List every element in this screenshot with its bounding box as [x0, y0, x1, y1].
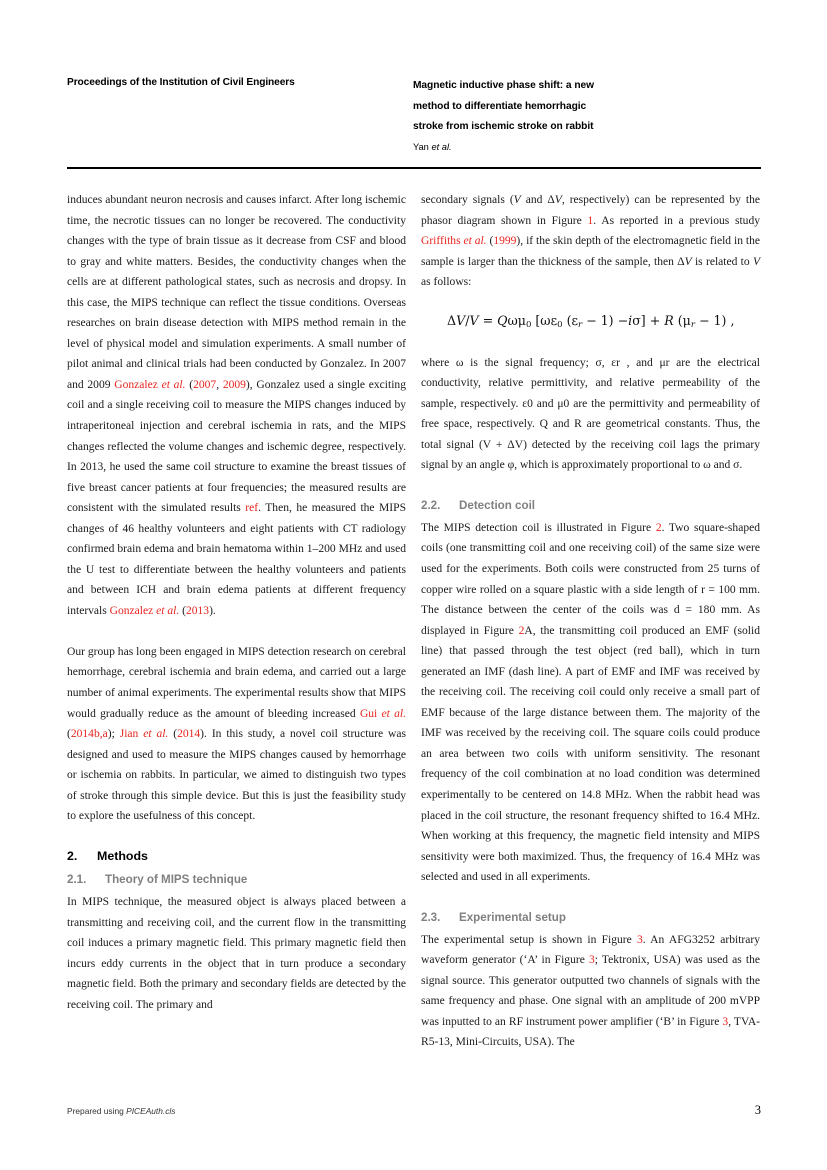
subsection-title: Experimental setup — [459, 910, 566, 924]
text-run: ) — [200, 728, 205, 741]
citation-griffiths-1999 — [421, 235, 487, 247]
text-run: The MIPS detection coil is illustrated in Figure — [421, 521, 656, 534]
citation-year-2007: 2007 — [193, 378, 217, 391]
figure-reference-2a[interactable]: 2 — [655, 521, 662, 534]
article-title-line-1: Magnetic inductive phase shift: a new — [413, 80, 594, 91]
text-run: . In this study, a novel coil structure was designed and used to measure the MIPS changes caused by hemorrhage or ischemia on rabbits. In particular, we aimed to distinguish two types of stroke through this simple device. But this is just the feasibility study to explore the usefulness of this concept. — [67, 728, 406, 823]
citation-year-2014ba: 2014b,a — [70, 728, 108, 741]
right-column — [421, 190, 760, 1053]
footer-prepared-note — [67, 1106, 175, 1116]
subsection-title: Theory of MIPS technique — [105, 873, 248, 887]
subsection-heading-detection-coil — [421, 496, 760, 515]
subsection-heading-experimental-setup — [421, 908, 760, 927]
figure-reference-3b[interactable]: 3 — [588, 954, 595, 967]
citation-etal: et al. — [143, 728, 169, 741]
citation-author: Gonzalez — [114, 378, 162, 391]
text-run: . Two square-shaped coils (one transmitting coil and one receiving coil) of the same size were used for the experiments. Both coils were constructed from 25 turns of copper wire rolled on a square plastic with a side length of r = 100 mm. The distance between the center of the coils was d = 180 mm. As displayed in Figure — [421, 521, 760, 637]
citation-year-2014: 2014 — [177, 728, 201, 741]
citation-author: Jian — [119, 728, 144, 741]
text-run: ( — [67, 728, 71, 741]
subsection-number: 2.1. — [67, 873, 87, 887]
citation-author: Gui — [359, 707, 382, 720]
text-run: Our group has long been engaged in MIPS detection research on cerebral hemorrhage, cerebral ischemia and brain edema, and carried out a large number of animal experiments. The experimental results show that MIPS would gradually reduce as the amount of bleeding increased — [67, 645, 406, 720]
figure-reference-1[interactable]: 1 — [587, 214, 594, 227]
paragraph-experimental-setup — [421, 930, 760, 1053]
text-run: ; Tektronix, USA) was used as the signal source. This generator outputted two channels of signals with the same frequency and phase. One signal with an amplitude of 200 mVPP was inputted to an RF instrument power amplifier (‘B’ in Figure — [421, 954, 760, 1028]
citation-gonzalez-2013 — [110, 605, 180, 617]
text-run: induces abundant neuron necrosis and causes infarct. After long ischemic time, the necrotic tissues can no longer be recovered. The conductivity changes with the type of brain tissue as it decrease from CSF and blood to gray and white matters. Besides, the conductivity changes when the cells are at different pathological states, such as necrosis and dropsy. In this case, the MIPS technique can reflect the tissue conditions. Overseas researches on brain disease detection with MIPS method remain in the level of physical model and simulation experiments. A small number of pilot animal and clinical trials had been conducted by Gonzalez. In 2007 and 2009 — [67, 194, 406, 391]
text-run: ) — [516, 235, 521, 248]
text-run: . — [212, 604, 216, 617]
text-run: ( — [179, 604, 186, 617]
citation-year-2013: 2013 — [185, 604, 210, 617]
text-run: , — [216, 378, 223, 391]
section-number: 2. — [67, 849, 78, 864]
text-run: . An AFG3252 arbitrary waveform generator (‘A’ in Figure — [421, 933, 760, 967]
citation-year-1999: 1999 — [493, 235, 517, 248]
text-run: ; — [111, 728, 120, 741]
text-run: , respectively) can be represented by the phasor diagram shown in Figure — [421, 194, 760, 227]
paragraph-secondary-signals — [421, 190, 760, 293]
section-heading-methods — [67, 847, 406, 866]
citation-author: Gonzalez — [109, 604, 157, 617]
footer-prepared-text: Prepared using — [67, 1106, 127, 1116]
citation-gonzalez-2007-2009 — [114, 379, 185, 391]
subsection-heading-theory — [67, 870, 406, 889]
article-title — [413, 76, 761, 138]
text-run: , if the skin depth of the electromagnetic field in the sample is larger than the thickness of the sample, then — [421, 235, 760, 268]
citation-gui-2014 — [360, 708, 406, 720]
citation-year-2009: 2009 — [222, 378, 246, 391]
figure-reference-3a[interactable]: 3 — [636, 933, 643, 946]
figure-reference-2b[interactable]: 2 — [518, 624, 525, 637]
paragraph-our-group — [67, 642, 406, 827]
subsection-number: 2.3. — [421, 910, 441, 924]
section-title: Methods — [97, 849, 148, 864]
article-authors — [413, 141, 761, 154]
text-run: ( — [486, 235, 494, 248]
journal-name: Proceedings of the Institution of Civil Engineers — [67, 77, 295, 88]
author-name: Yan — [413, 141, 432, 152]
left-column — [67, 190, 406, 1016]
citation-years-wrap: ( — [189, 378, 194, 391]
page-number: 3 — [754, 1103, 761, 1117]
figure-reference-3c[interactable]: 3 — [722, 1015, 729, 1028]
equation-delta-v-over-v: ΔV/V = Qωμ$_0$ [$\omega\varepsilon_0$ $(\varepsilon_r - 1) -i\sigma] + R$ $(\mu_r - 1)$ , — [447, 312, 735, 330]
paragraph-mips-technique: In MIPS technique, the measured object is always placed between a transmitting and receiving coil, and the current flow in the transmitting coil induces a primary magnetic field. This primary magnetic field then incurs eddy currents in the object that in turn produce a secondary magnetic field. Both the primary and secondary fields are detected by the receiving coil. The primary and — [67, 896, 406, 1012]
text-run: , TVA-R5-13, Mini-Circuits, USA). The — [421, 1015, 760, 1049]
symbol-V: V — [513, 194, 521, 206]
paragraph-detection-coil — [421, 518, 760, 888]
subsection-title: Detection coil — [459, 498, 536, 512]
paragraph-where-definitions: where ω is the signal frequency; σ, εr , and μr are the electrical conductivity, relative permittivity, and relative permeability of the sample, respectively. ε0 and μ0 are the permittivity and permeability of free space, respectively. Q and R are geometrical constants. Thus, the total signal (V + ΔV) detected by the receiving coil lags the primary signal by an angle φ, which is approximately proportional to ω and σ. — [421, 356, 760, 472]
text-run: is related to — [691, 255, 753, 268]
citation-author: Griffiths — [421, 235, 464, 248]
citation-etal: et al. — [156, 604, 180, 617]
text-run: . As reported in a previous study — [593, 214, 760, 227]
text-run: ) — [107, 728, 112, 741]
paragraph-intro-continued — [67, 190, 406, 621]
citation-etal: et al. — [381, 707, 406, 720]
subsection-number: 2.2. — [421, 498, 441, 512]
text-run: as follows: — [421, 276, 472, 289]
text-run: secondary signals ( — [421, 194, 514, 206]
symbol-delta-V: ΔV — [547, 194, 562, 206]
text-run: , Gonzalez used a single exciting coil and a single receiving coil to measure the MIPS changes induced by intraperitoneal injection and cerebral ischemia in rats, and the MIPS changes reflected the volume changes and ischemic degree, respectively. In 2013, he used the same coil structure to examine the breast tissues of five breast cancer patients at four frequencies; the measured results are consistent with the simulated results — [67, 378, 406, 515]
article-header-block — [413, 76, 761, 154]
text-run: ( — [168, 728, 178, 741]
author-etal: et al. — [431, 141, 452, 152]
symbol-delta-V-2: ΔV — [677, 255, 692, 268]
symbol-V-2: V — [752, 255, 761, 268]
citation-etal: et al. — [463, 235, 487, 248]
page-footer — [67, 1103, 761, 1118]
footer-cls-name: PICEAuth.cls — [126, 1106, 176, 1116]
running-head — [67, 76, 761, 154]
article-title-line-3: stroke from ischemic stroke on rabbit — [413, 121, 594, 132]
text-run: The experimental setup is shown in Figure — [421, 933, 637, 946]
article-title-line-2: method to differentiate hemorrhagic — [413, 100, 587, 112]
citation-ref-placeholder: ref — [245, 502, 259, 515]
header-divider — [67, 167, 761, 169]
text-run: ) — [209, 604, 213, 617]
text-run: . Then, he measured the MIPS changes of 46 healthy volunteers and eight patients with CT radiology confirmed brain edema and brain hematoma within 1–200 MHz and used the U test to differentiate between the healthy volunteers and patients and between ICH and brain edema patients at different frequency intervals — [67, 502, 406, 617]
text-run: A, the transmitting coil produced an EMF (solid line) that passed through the test object (red ball), which in turn generated an IMF (dash line). A part of EMF and IMF was received by the receiving coil. The receiving coil could only receive a small part of EMF because of the large distance between them. The majority of the IMF was received by the receiving coil. The square coils could produce an area between two coils with uniform sensitivity. The resonant frequency of the coil combination at no load condition was determined experimentally to be centered on 14.8 MHz. When the rabbit head was placed in the coil structure, the resonant frequency shifted to 16.4 MHz. When working at this frequency, the magnetic field intensity and MIPS sensitivity were both maximized. Thus, the frequency of 16.4 MHz was selected and used in all experiments. — [421, 624, 760, 884]
text-run: ) — [245, 378, 250, 391]
citation-etal: et al. — [161, 378, 186, 391]
citation-jian-2014 — [120, 728, 169, 740]
text-run: and — [520, 194, 548, 206]
